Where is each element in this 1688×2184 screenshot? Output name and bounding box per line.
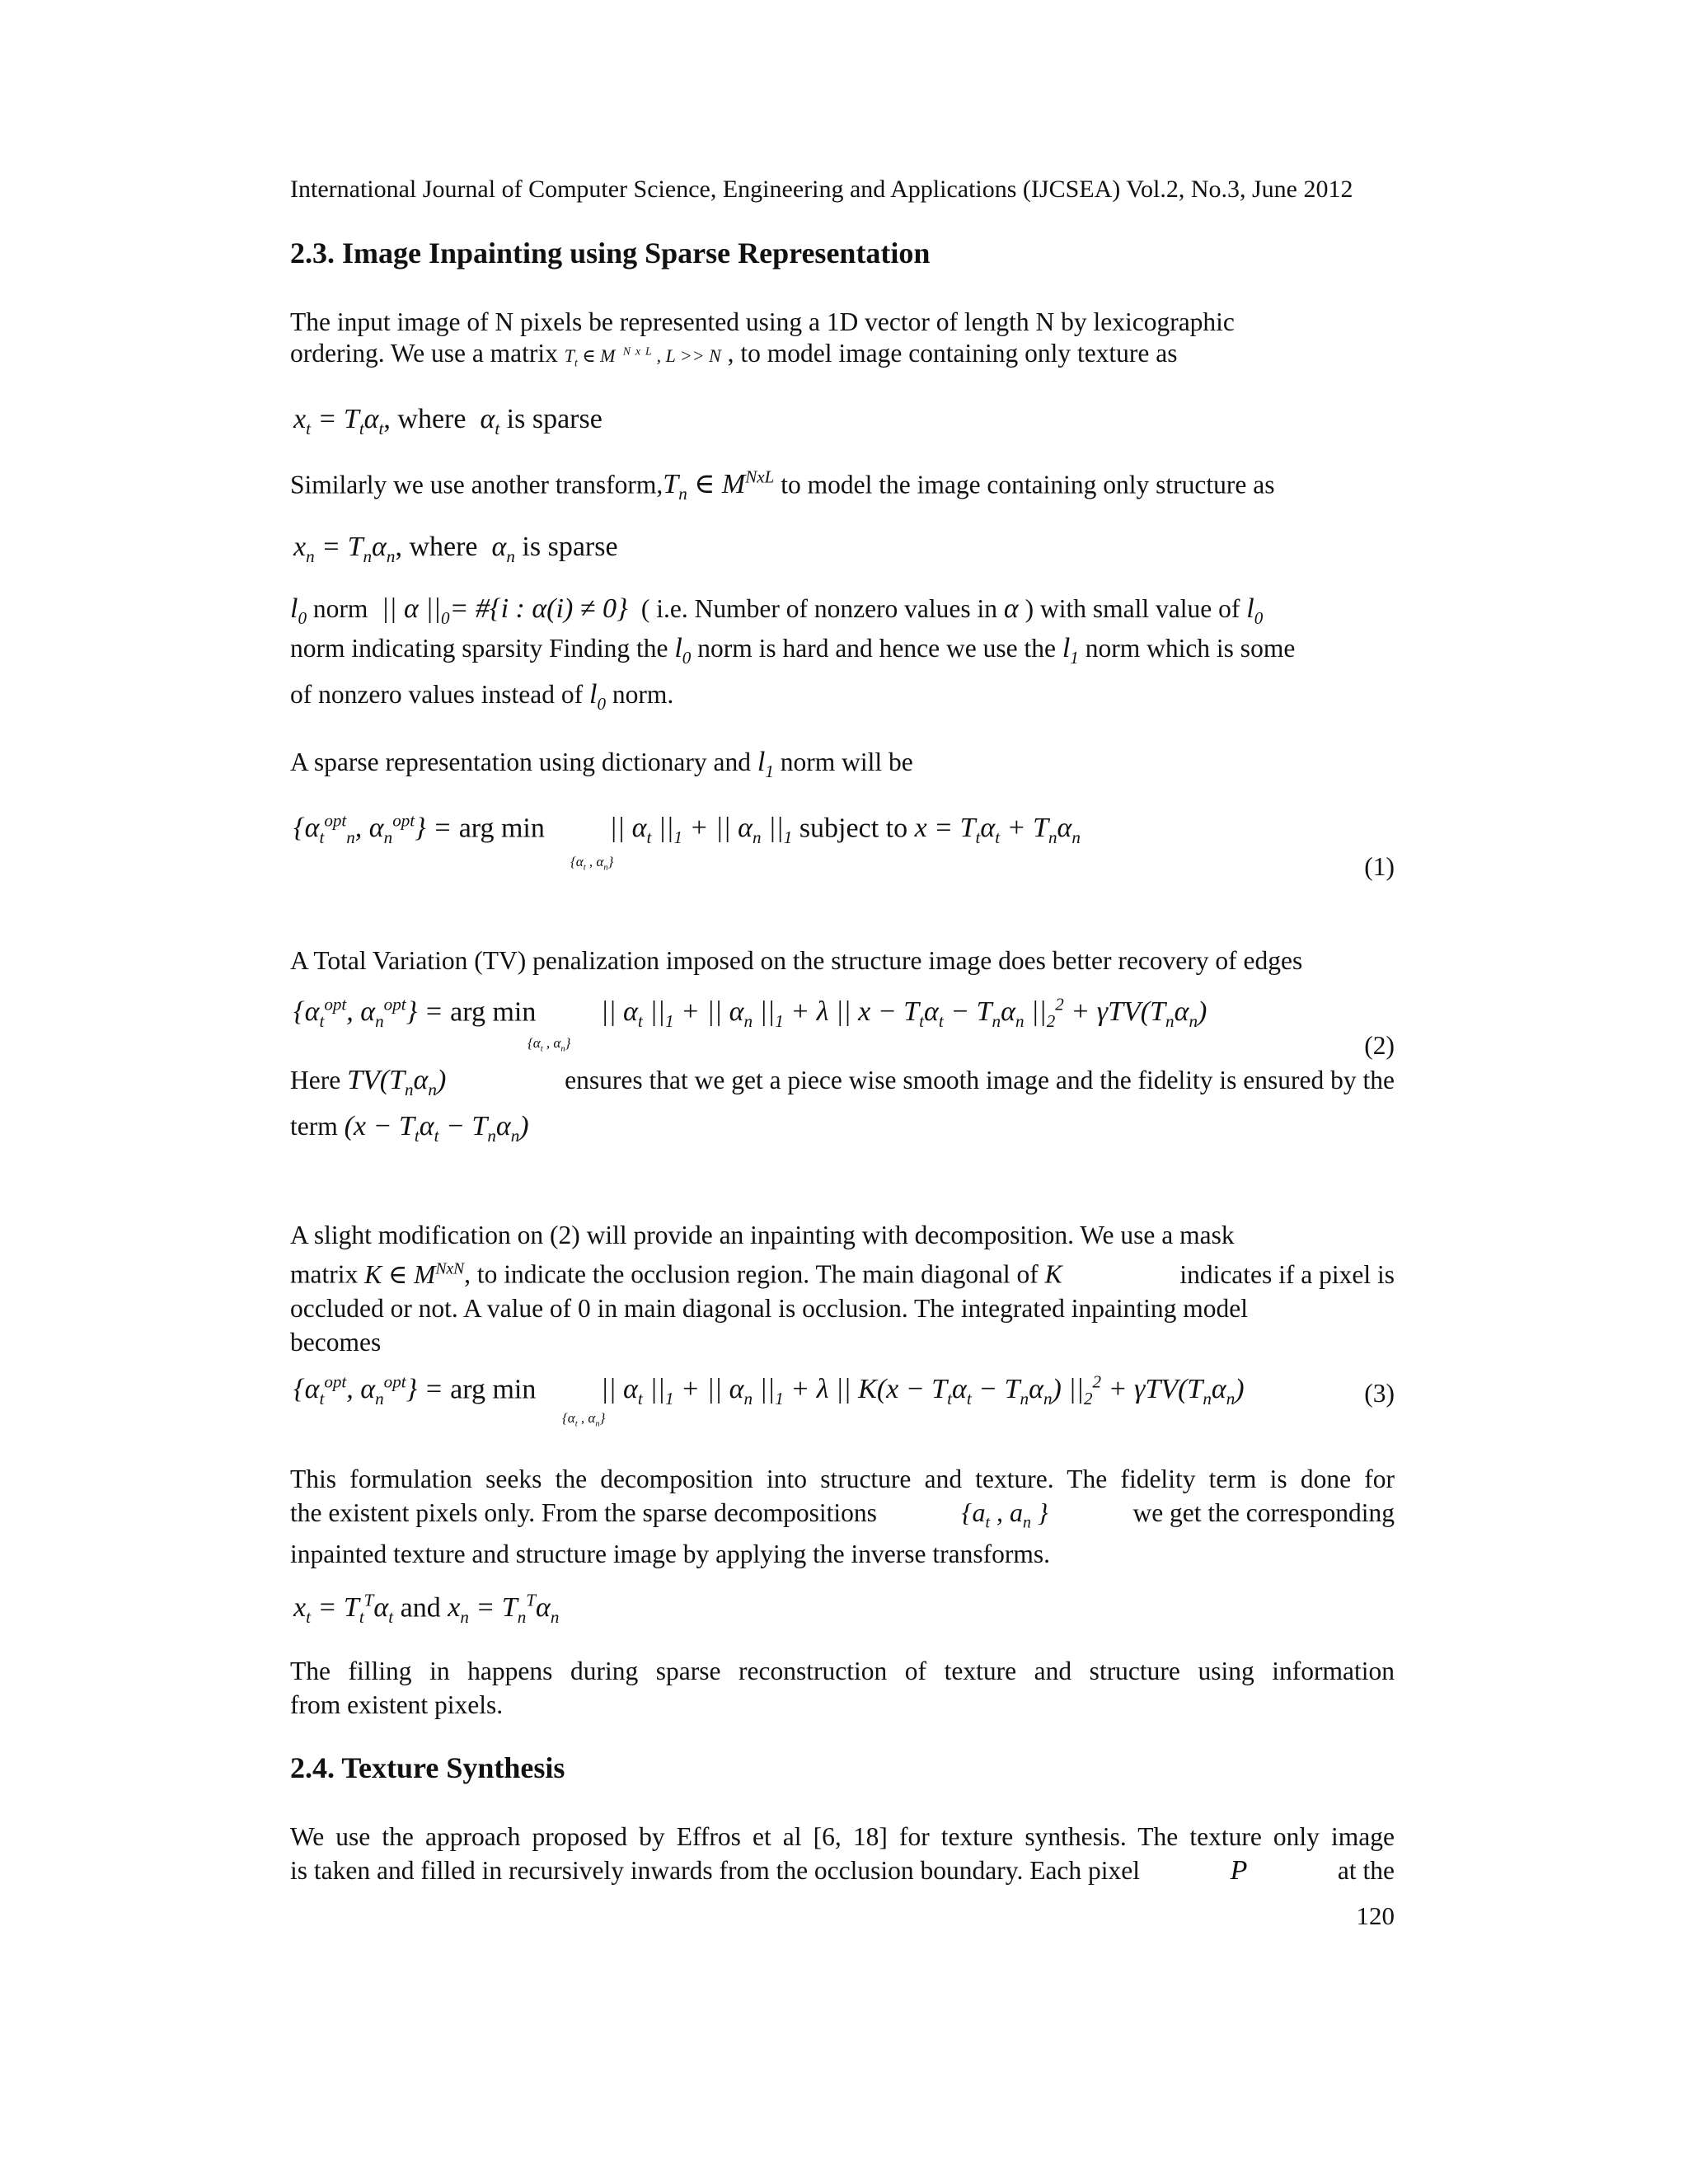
equation-2-number: (2) <box>1364 1031 1395 1060</box>
paragraph-filling: The filling in happens during sparse reconstruction of texture and structure using information from existent pixels. <box>290 1657 1395 1719</box>
equation-1-number: (1) <box>1364 852 1395 881</box>
equation-1: {$\alpha_t^{opt}_n$, $\alpha_n^{opt}$} = arg min || $\alpha_t$ $||_1$ + || $\alpha_n$ $||_1$ subject to $x = T_t\alpha_t + T_n\alpha_n$ <box>293 811 1081 848</box>
paragraph-intro-line2: ordering. We use a matrix $T_t$ ∈ M $^{NxL}$, L >> N , to model image containing only texture as <box>290 339 1178 369</box>
paragraph-texture-synthesis: We use the approach proposed by Effros et al [6, 18] for texture synthesis. The texture only image is taken and filled in recursively inwards from the occlusion boundary. Each pixel P at the <box>290 1822 1395 1886</box>
equation-3: {$\alpha_t^{opt}$, $\alpha_n^{opt}$} = arg min || $\alpha_t$ $||_1$ + || $\alpha_n$ $||_1 + \lambda$ || $K(x - T_t\alpha_t - T_n\alpha_n)$ $||_2^2 + \gamma TV(T_n\alpha_n)$ <box>293 1372 1245 1409</box>
equation-2: {$\alpha_t^{opt}$, $\alpha_n^{opt}$} = arg min || $\alpha_t$ $||_1$ + || $\alpha_n$ $||_1 + \lambda$ || $x - T_t\alpha_t - T_n\alpha_n$ $||_2^2 + \gamma TV(T_n\alpha_n)$ <box>293 995 1207 1032</box>
equation-structure: $x_n = T_n\alpha_n$, where $\alpha_n$ is sparse <box>293 532 618 566</box>
paragraph-mask-model: A slight modification on (2) will provide an inpainting with decomposition. We use a mask matrix K ∈ $M^{NxN}$, to indicate the occlusion region. The main diagonal of K indicates if a pixel is occluded or not. A value of 0 in main diagonal is occlusion. The integrated inpainting model becomes <box>290 1221 1395 1357</box>
equation-1-argmin-subscript: {$\alpha_t$ , $\alpha_n$} <box>570 854 614 873</box>
journal-header: International Journal of Computer Science, Engineering and Applications (IJCSEA) Vol.2, No.3, June 2012 <box>290 176 1353 203</box>
paragraph-intro-line1: The input image of N pixels be represented using a 1D vector of length N by lexicographic <box>290 307 1235 336</box>
equation-3-argmin-subscript: {$\alpha_t$ , $\alpha_n$} <box>562 1410 606 1429</box>
equation-inverse-transforms: $x_t = T_t^T\alpha_t$ and $x_n = T_n^T\alpha_n$ <box>293 1591 560 1628</box>
paragraph-formulation: This formulation seeks the decomposition into structure and texture. The fidelity term is done for the existent pixels only. From the sparse decompositions {$a_t$ , $a_n$ } we get the corresponding inpainted texture and structure image by applying the inverse transforms. <box>290 1465 1395 1568</box>
section-heading-2-3: 2.3. Image Inpainting using Sparse Representation <box>290 237 931 269</box>
paragraph-total-variation: A Total Variation (TV) penalization imposed on the structure image does better recovery of edges <box>290 946 1303 975</box>
paragraph-l0-norm: $l_0$ norm || α $||_0=$ #{i : α(i) ≠ 0} ( i.e. Number of nonzero values in α ) with small value of $l_0$ norm indicating sparsity Finding the $l_0$ norm is hard and hence we use the $l_1$ norm which is some of nonzero values instead of $l_0$ norm. <box>290 593 1296 714</box>
section-heading-2-4: 2.4. Texture Synthesis <box>290 1751 565 1784</box>
paragraph-sparse-dictionary: A sparse representation using dictionary and $l_1$ norm will be <box>290 747 913 781</box>
page-number: 120 <box>1356 1901 1395 1930</box>
equation-3-number: (3) <box>1364 1379 1395 1408</box>
equation-2-argmin-subscript: {$\alpha_t$ , $\alpha_n$} <box>528 1035 571 1054</box>
equation-texture: $x_t = T_t\alpha_t$, where $\alpha_t$ is sparse <box>293 404 603 438</box>
paragraph-tv-explanation: Here $TV(T_n\alpha_n)$ ensures that we get a piece wise smooth image and the fidelity is ensured by the term $(x - T_t\alpha_t - T_n\alpha_n)$ <box>290 1065 1395 1146</box>
paragraph-structure-transform: Similarly we use another $transform,T_n$ ∈ $M^{NxL}$ to model the image containing only structure as <box>290 467 1275 504</box>
